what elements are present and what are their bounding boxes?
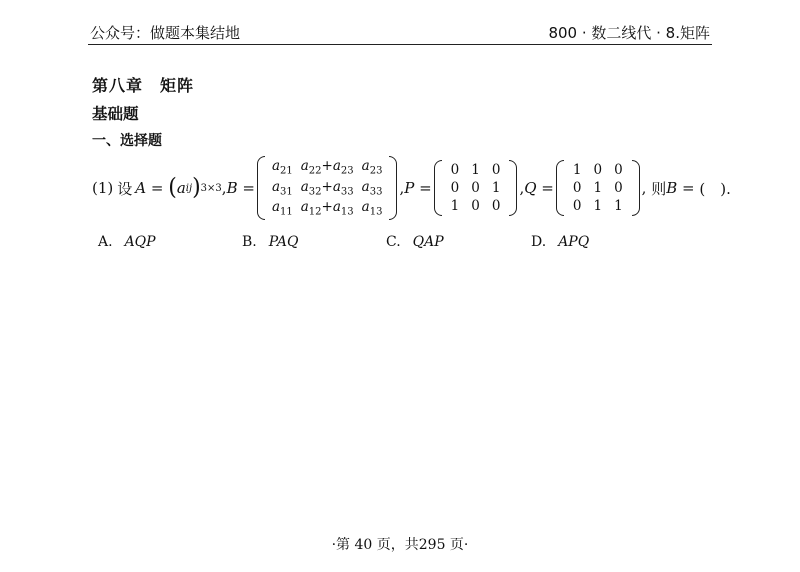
matrix-p xyxy=(434,160,518,216)
question-then: 则 xyxy=(651,179,667,198)
page-footer: ·第 40 页，共295 页· xyxy=(331,537,469,553)
matrix-b-cell: $a_{22}+a_{23}$ xyxy=(300,157,354,177)
matrix-q-cell: 0 xyxy=(572,180,582,196)
matrix-b-cell: $a_{23}$ xyxy=(361,157,383,177)
matrix-q-cell: 0 xyxy=(593,162,603,178)
answer-options xyxy=(92,234,612,252)
matrix-q-cell: 1 xyxy=(593,180,603,196)
matrix-q-cell: 0 xyxy=(614,180,623,196)
option-a: A. AQP xyxy=(98,234,156,250)
question-1: (1) 设 A = ( a ij ) 3×3 , B = $a_{21}$ $a_{22}+a_{23}$ $a_{23}$ $a_{31}$ $a_{32}+a_{33}$ $a_{33}$ $a_{11}$ $a_{12}+a_{13}$ $a_{13}$ , P = 0 1 0 0 0 1 1 0 0 , Q = 1 0 0 0 1 0 0 1 1 , 则 B = ( ). xyxy=(92,157,731,219)
matrix-b xyxy=(257,156,398,220)
matrix-p-cell: 0 xyxy=(491,198,501,214)
matrix-q-cell: 0 xyxy=(572,198,582,214)
answer-blank: ( ). xyxy=(699,179,731,198)
matrix-b-cell: $a_{11}$ xyxy=(271,199,293,219)
matrix-q-cell: 1 xyxy=(593,198,603,214)
matrix-p-cell: 1 xyxy=(491,180,501,196)
matrix-b-cell: $a_{21}$ xyxy=(271,157,293,177)
question-number: (1) xyxy=(92,179,114,197)
matrix-b-cell: $a_{32}+a_{33}$ xyxy=(300,178,354,198)
matrix-b-cell: $a_{12}+a_{13}$ xyxy=(300,199,354,219)
option-c: C. QAP xyxy=(386,234,444,250)
matrix-p-cell: 0 xyxy=(471,198,480,214)
question-lead: 设 xyxy=(117,179,133,198)
matrix-b-cell: $a_{31}$ xyxy=(271,178,293,198)
matrix-q-cell: 1 xyxy=(614,198,623,214)
matrix-q xyxy=(556,160,640,216)
option-d: D. APQ xyxy=(531,234,590,250)
matrix-p-cell: 0 xyxy=(491,162,501,178)
matrix-p-cell: 1 xyxy=(450,198,460,214)
matrix-b-cell: $a_{13}$ xyxy=(361,199,383,219)
matrix-p-cell: 0 xyxy=(450,162,460,178)
header-chapter-info: 800 · 数二线代 · 8.矩阵 xyxy=(548,24,710,42)
difficulty-heading: 基础题 xyxy=(92,105,139,123)
matrix-p-cell: 0 xyxy=(471,180,480,196)
page-header xyxy=(88,18,712,45)
section-heading: 一、选择题 xyxy=(92,133,162,149)
chapter-title: 第八章 矩阵 xyxy=(92,76,195,95)
matrix-b-cell: $a_{33}$ xyxy=(361,178,383,198)
header-source: 公众号：做题本集结地 xyxy=(90,24,241,42)
option-b: B. PAQ xyxy=(242,234,299,250)
matrix-q-cell: 0 xyxy=(614,162,623,178)
matrix-p-cell: 1 xyxy=(471,162,480,178)
matrix-q-cell: 1 xyxy=(572,162,582,178)
matrix-p-cell: 0 xyxy=(450,180,460,196)
